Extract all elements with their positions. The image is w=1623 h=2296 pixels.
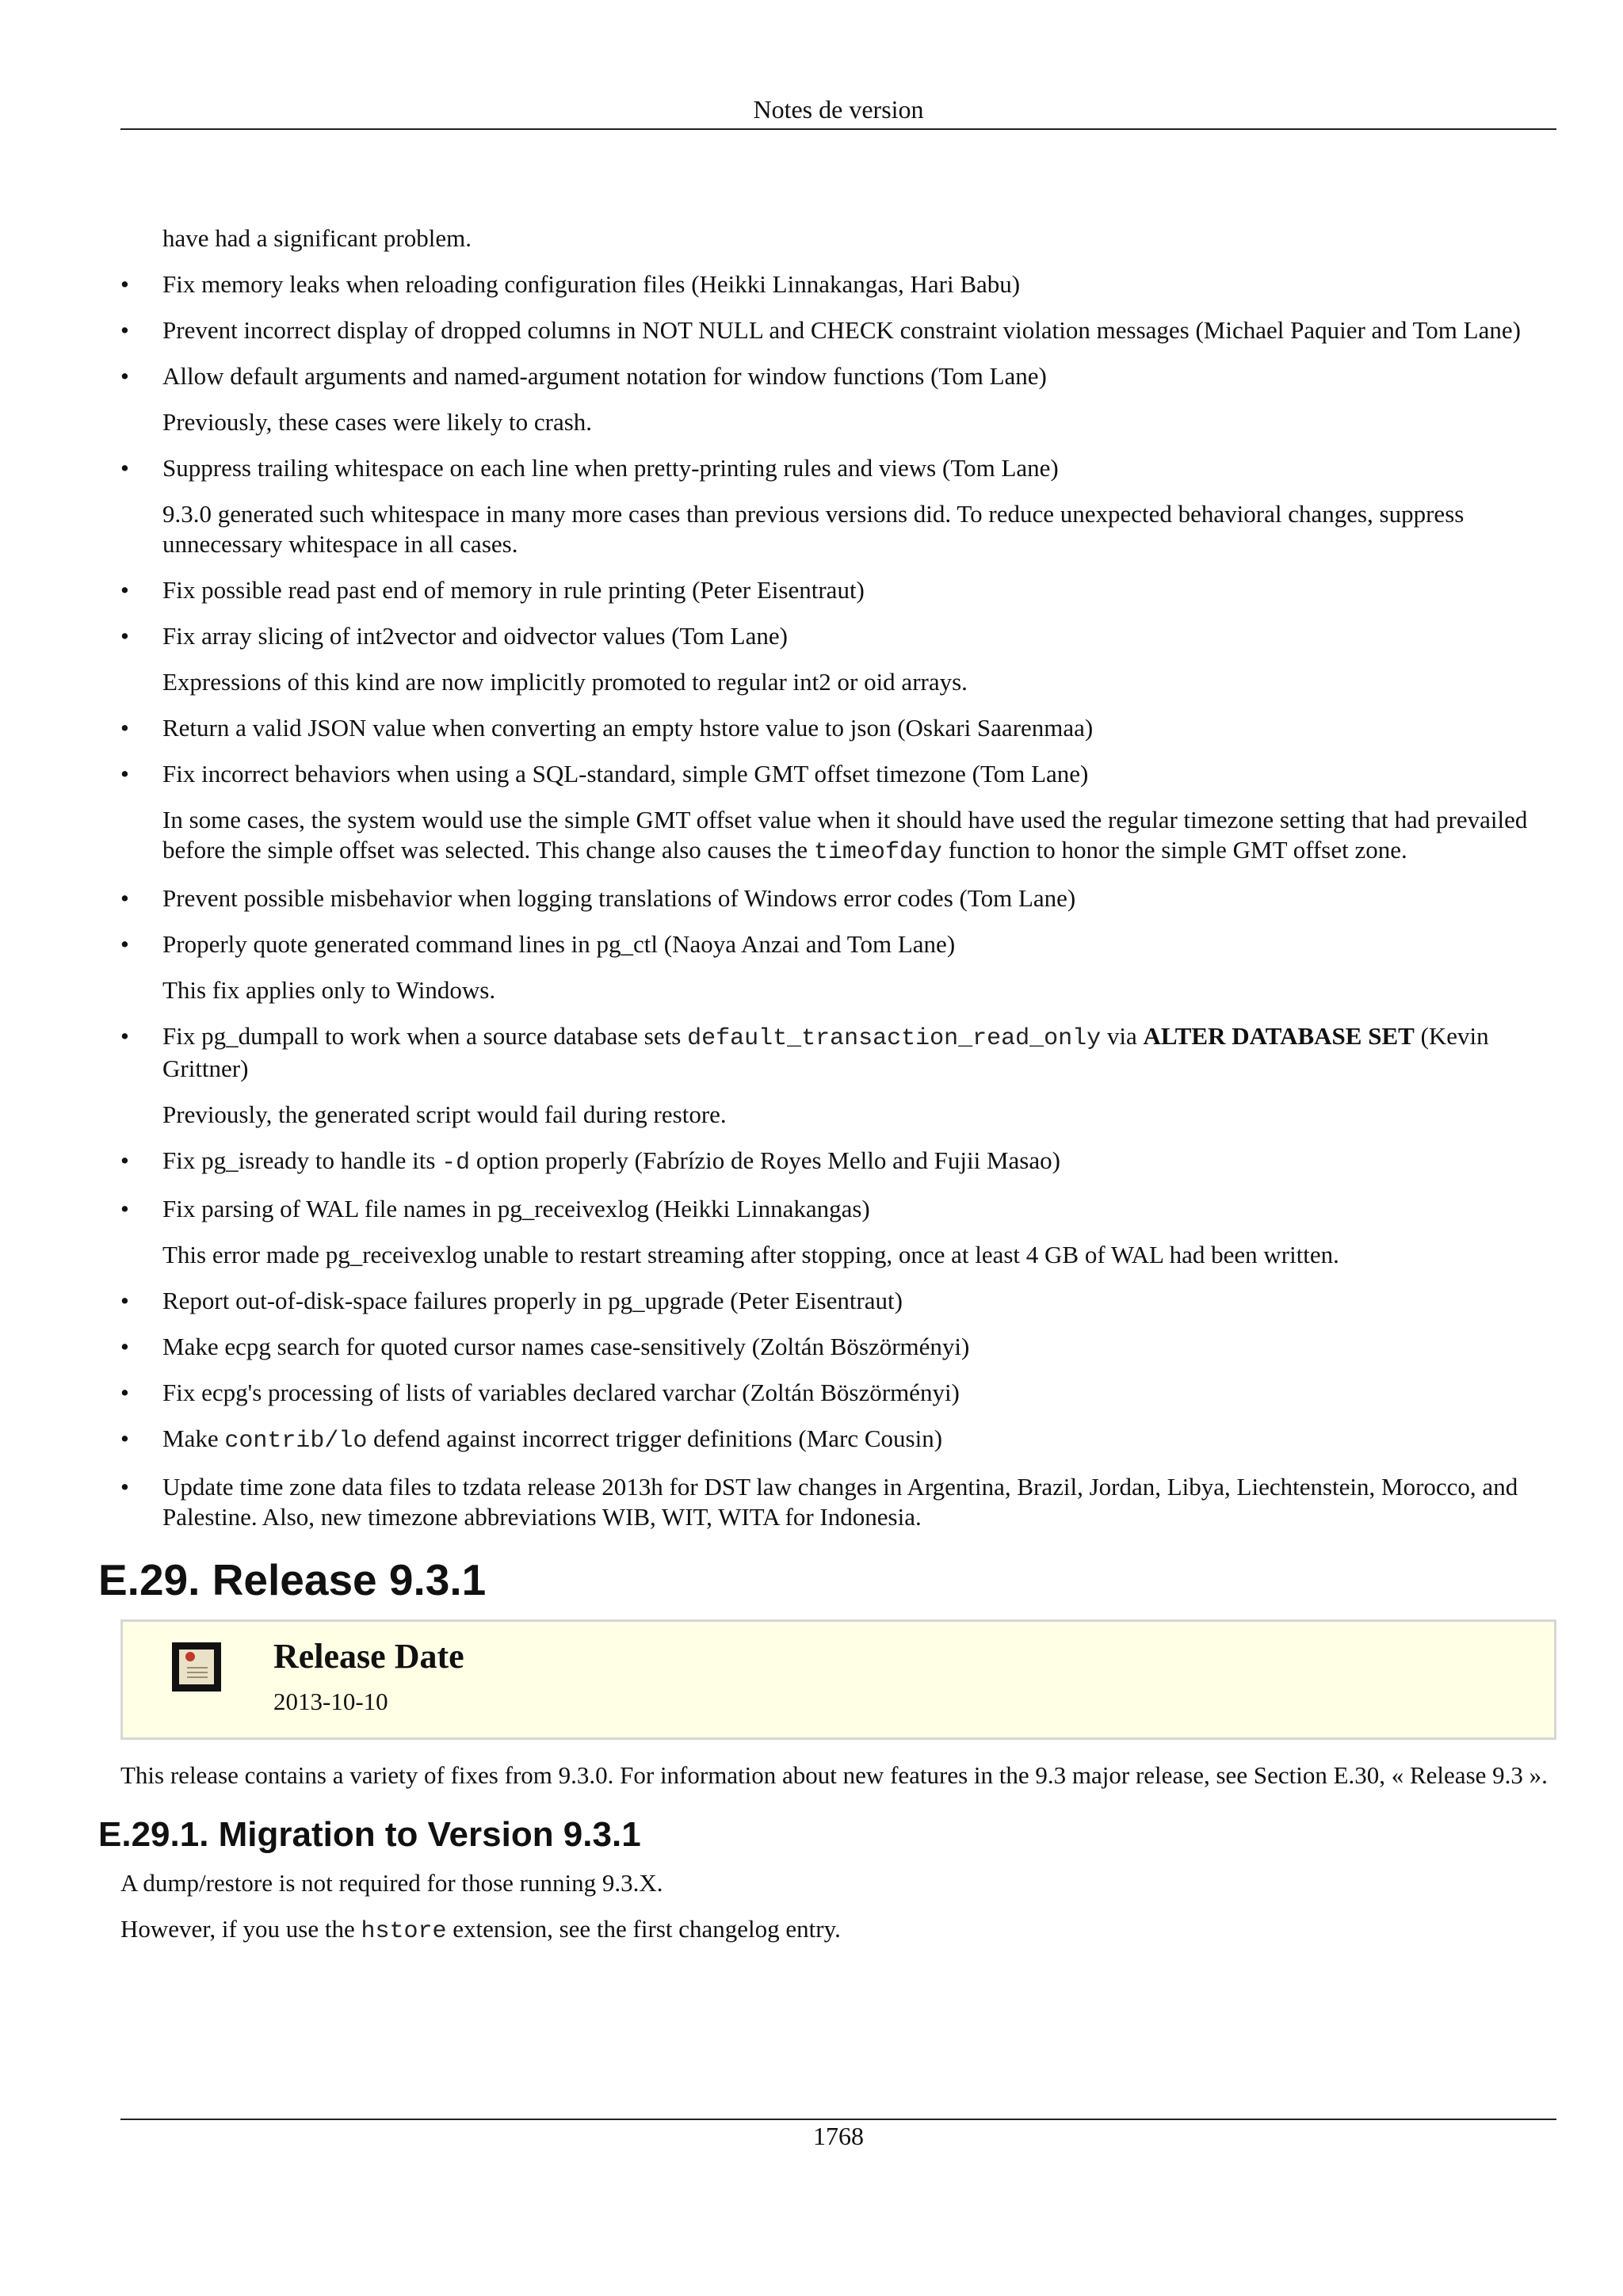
note-title: Release Date (273, 1637, 464, 1676)
bullet-icon: • (120, 1473, 129, 1501)
running-header: Notes de version (753, 95, 924, 124)
list-item: • Update time zone data files to tzdata release 2013h for DST law changes in Argentina, Brazil, Jordan, Libya, Liechtenstein, Morocco, and Palestine. Also, new timezone abbreviations WIB, WIT, WITA for Indonesia. (120, 1473, 1518, 1531)
command-name: ALTER DATABASE SET (1143, 1022, 1415, 1050)
bullet-icon: • (120, 576, 129, 604)
inline-code: default_transaction_read_only (687, 1025, 1102, 1052)
bullet-icon: • (120, 622, 129, 650)
list-item: • Fix parsing of WAL file names in pg_receivexlog (Heikki Linnakangas) (120, 1195, 870, 1222)
item-note: Previously, the generated script would fail during restore. (162, 1100, 727, 1128)
release-date: 2013-10-10 (273, 1688, 388, 1715)
list-item: • Report out-of-disk-space failures properly in pg_upgrade (Peter Eisentraut) (120, 1287, 903, 1314)
bullet-icon: • (120, 760, 129, 788)
list-item: • Prevent incorrect display of dropped columns in NOT NULL and CHECK constraint violation messages (Michael Paquier and Tom Lane) (120, 316, 1521, 344)
bullet-icon: • (120, 1379, 129, 1406)
page-number: 1768 (813, 2122, 864, 2150)
release-date-note (120, 1619, 1556, 1740)
list-item: • Fix possible read past end of memory in rule printing (Peter Eisentraut) (120, 576, 865, 604)
bullet-icon: • (120, 454, 129, 482)
bullet-icon: • (120, 1146, 129, 1174)
item-note: This error made pg_receivexlog unable to restart streaming after stopping, once at least 4 GB of WAL had been written. (162, 1241, 1339, 1268)
section-heading: E.29. Release 9.3.1 (98, 1555, 487, 1604)
list-item: • Allow default arguments and named-argument notation for window functions (Tom Lane) (120, 362, 1047, 390)
bullet-icon: • (120, 270, 129, 298)
list-item: • Fix ecpg's processing of lists of variables declared varchar (Zoltán Böszörményi) (120, 1379, 960, 1406)
bullet-icon: • (120, 1195, 129, 1222)
release-summary: This release contains a variety of fixes from 9.3.0. For information about new features in the 9.3 major release, see Section E.30, « Release 9.3 ». (120, 1761, 1548, 1789)
bullet-icon: • (120, 930, 129, 958)
list-item: • Fix memory leaks when reloading configuration files (Heikki Linnakangas, Hari Babu) (120, 270, 1021, 298)
bullet-icon: • (120, 1425, 129, 1452)
inline-code: contrib/lo (224, 1428, 368, 1455)
inline-code: timeofday (813, 839, 942, 866)
item-note: This fix applies only to Windows. (162, 976, 496, 1004)
list-item: • Prevent possible misbehavior when logging translations of Windows error codes (Tom Lane) (120, 884, 1076, 912)
item-note: Previously, these cases were likely to crash. (162, 408, 593, 436)
item-note: In some cases, the system would use the simple GMT offset value when it should have used the regular timezone setting that had prevailed before the simple offset was selected. This change also causes the timeofday function to honor the simple GMT offset zone. (162, 806, 1528, 866)
bullet-icon: • (120, 316, 129, 344)
bullet-icon: • (120, 362, 129, 390)
list-item: • Make ecpg search for quoted cursor names case-sensitively (Zoltán Böszörményi) (120, 1333, 970, 1360)
bullet-icon: • (120, 1022, 129, 1050)
note-icon (172, 1642, 221, 1691)
migration-paragraph: However, if you use the hstore extension, see the first changelog entry. (120, 1915, 841, 1945)
list-item: • Fix pg_dumpall to work when a source database sets default_transaction_read_only via ALTER DATABASE SET (Kevin Grittner) (120, 1022, 1489, 1082)
list-item: • Properly quote generated command lines in pg_ctl (Naoya Anzai and Tom Lane) (120, 930, 956, 958)
list-item: • Fix incorrect behaviors when using a SQL-standard, simple GMT offset timezone (Tom Lane) (120, 760, 1089, 788)
list-item: • Return a valid JSON value when converting an empty hstore value to json (Oskari Saarenmaa) (120, 714, 1094, 742)
continuation-text: have had a significant problem. (162, 224, 472, 252)
list-item: • Fix pg_isready to handle its -d option properly (Fabrízio de Royes Mello and Fujii Masao) (120, 1146, 1060, 1177)
list-item: • Fix array slicing of int2vector and oidvector values (Tom Lane) (120, 622, 788, 650)
subsection-heading: E.29.1. Migration to Version 9.3.1 (98, 1815, 641, 1854)
list-item: • Make contrib/lo defend against incorrect trigger definitions (Marc Cousin) (120, 1425, 943, 1455)
migration-paragraph: A dump/restore is not required for those running 9.3.X. (120, 1869, 663, 1897)
inline-code: hstore (361, 1918, 447, 1945)
bullet-icon: • (120, 1333, 129, 1360)
changelog-list (120, 269, 1556, 1532)
item-note: Expressions of this kind are now implicitly promoted to regular int2 or oid arrays. (162, 668, 968, 696)
list-item: • Suppress trailing whitespace on each line when pretty-printing rules and views (Tom Lane) (120, 454, 1059, 482)
bullet-icon: • (120, 1287, 129, 1314)
header-rule (120, 128, 1556, 130)
bullet-icon: • (120, 714, 129, 742)
inline-code: -d (441, 1150, 471, 1177)
item-note: 9.3.0 generated such whitespace in many more cases than previous versions did. To reduce unexpected behavioral changes, suppress unnecessary whitespace in all cases. (162, 500, 1465, 558)
bullet-icon: • (120, 884, 129, 912)
page-content (98, 223, 1556, 1962)
